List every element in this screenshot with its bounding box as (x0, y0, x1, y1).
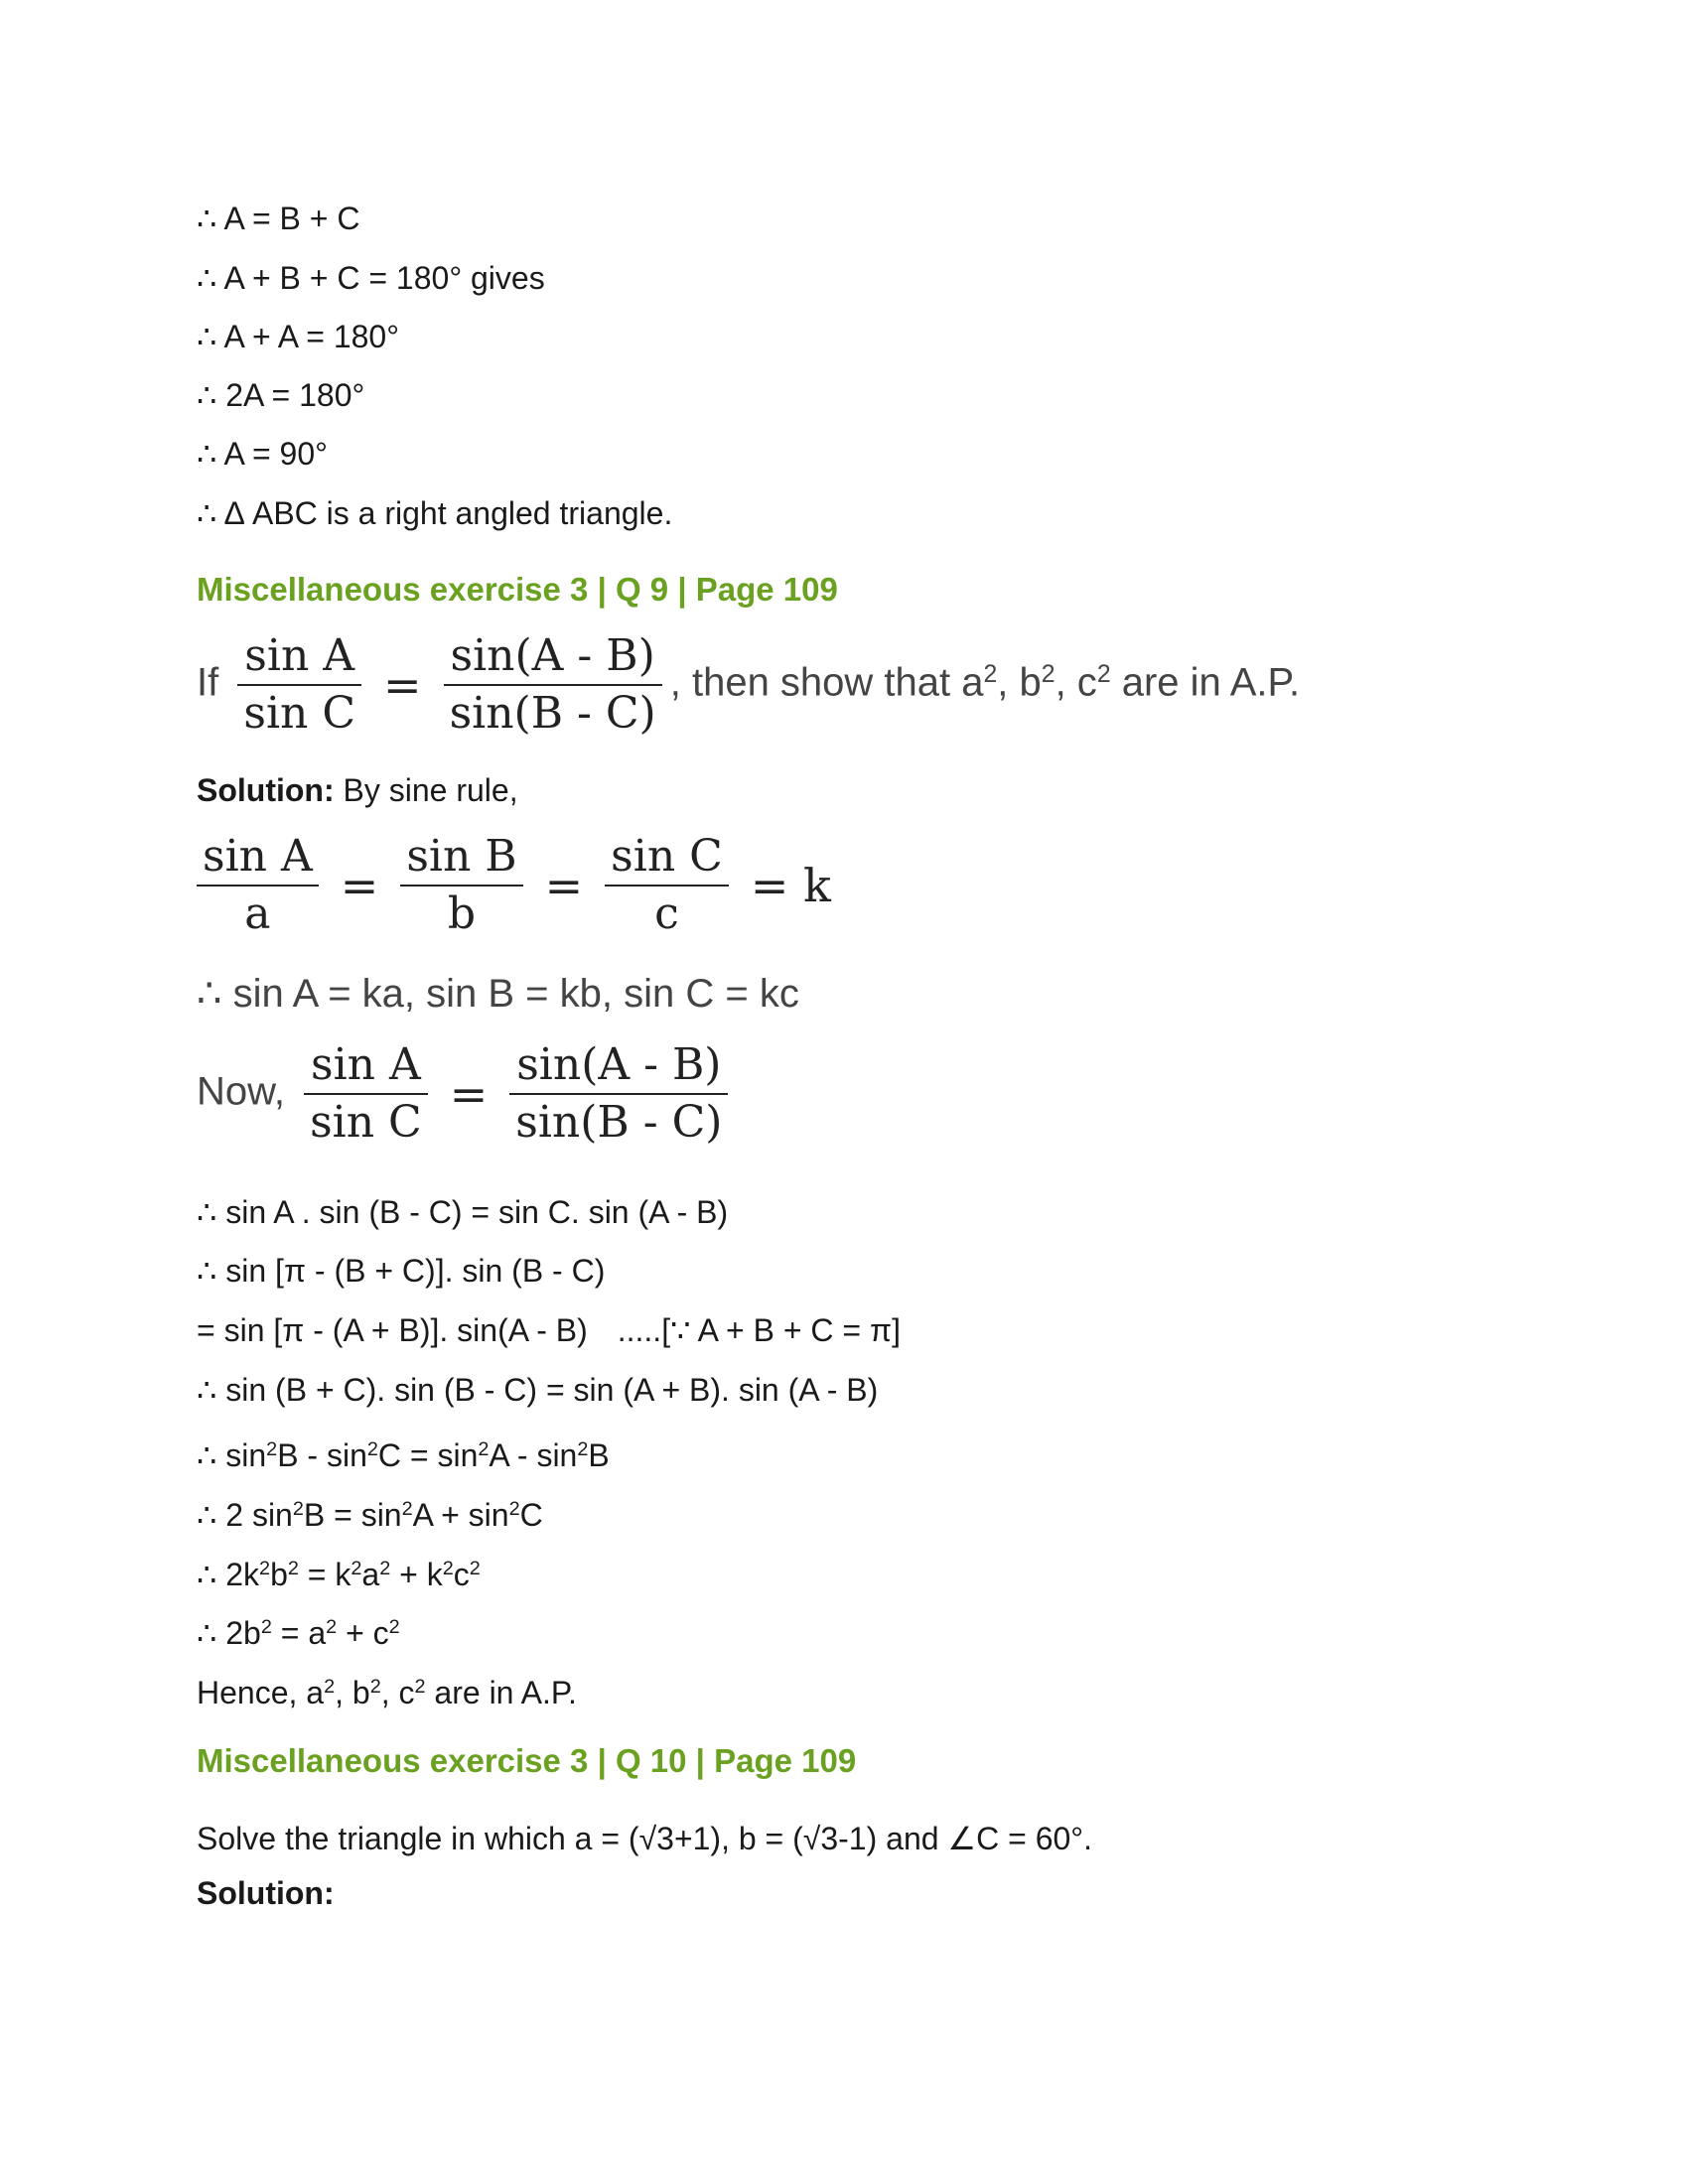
q9-question: If $\frac{\text{sin A}}{\text{sin C}}$ = $\frac{\sin(A - B)}{\sin(B - C)}$ , then show that $a^2$, $b^2$, $c^2$ are in A.P. (197, 628, 1300, 742)
equals-sign: = (544, 859, 584, 912)
derivation-line: ∴ A = 90° (197, 436, 328, 472)
equals-sign: = (449, 1067, 489, 1121)
sine-rule-fraction-c: $\frac{\text{sin C}}{c}$ (605, 829, 729, 942)
q9-if: If (197, 660, 219, 705)
now-equation (197, 1037, 736, 1151)
derivation-line: ∴ A + B + C = 180° gives (197, 260, 545, 296)
derivation-line: ∴ Δ ABC is a right angled triangle. (197, 495, 673, 531)
derivation-line: ∴ 2A = 180° (197, 377, 365, 413)
q9-fraction-left: $\frac{\text{sin A}}{\text{sin C}}$ (237, 628, 361, 742)
equals-sign: = (340, 859, 379, 912)
sine-rule-equation (197, 829, 845, 942)
sine-rule-fraction-b: $\frac{\text{sin B}}{b}$ (400, 829, 522, 942)
solution-label: Solution: (197, 772, 335, 808)
solution-label: Solution: (197, 1875, 335, 1911)
q10-solution-line (197, 1873, 335, 1913)
q9-fraction-right: $\frac{\sin(A - B)}{\sin(B - C)}$ (444, 628, 662, 742)
derivation-line: ∴ A + A = 180° (197, 319, 399, 354)
q10-question: Solve the triangle in which a = (√3+1), b = (√3-1) and ∠C = 60°. (197, 1821, 1092, 1856)
step-line: ∴ $2k^2b^2 = k^2a^2 + k^2c^2$ (197, 1556, 481, 1592)
step-line: ∴ sin A . sin (B - C) = sin C. sin (A - B) (197, 1194, 729, 1230)
now-fraction-right: $\frac{\sin(A - B)}{\sin(B - C)}$ (509, 1037, 728, 1151)
now-label: Now, (197, 1069, 285, 1114)
q9-heading: Miscellaneous exercise 3 | Q 9 | Page 109 (197, 571, 838, 608)
step-line: ∴ sin (B + C). sin (B - C) = sin (A + B). sin (A - B) (197, 1372, 879, 1408)
equals-k: = k (750, 859, 831, 912)
q10-heading: Miscellaneous exercise 3 | Q 10 | Page 109 (197, 1742, 857, 1779)
derivation-line: ∴ A = B + C (197, 201, 360, 236)
conclusion-line: Hence, $a^2$, $b^2$, $c^2$ are in A.P. (197, 1674, 577, 1710)
step-line: ∴ $\sin^2B - \sin^2C = \sin^2A - \sin^2B$ (197, 1436, 610, 1473)
step-line: ∴ 2 $\sin^2B = \sin^2A + \sin^2C$ (197, 1496, 543, 1533)
step-line: = sin [π - (A + B)]. sin(A - B) .....[∵ A + B + C = π] (197, 1312, 901, 1348)
therefore-line: ∴ sin A = ka, sin B = kb, sin C = kc (197, 972, 799, 1016)
now-fraction-left: $\frac{\text{sin A}}{\text{sin C}}$ (304, 1037, 428, 1151)
equals-sign: = (383, 658, 422, 712)
step-line: ∴ sin [π - (B + C)]. sin (B - C) (197, 1253, 606, 1289)
sine-rule-fraction-a: $\frac{\text{sin A}}{a}$ (197, 829, 319, 942)
q9-solution-line: Solution: By sine rule, (197, 772, 518, 808)
step-line: ∴ $2b^2 = a^2 + c^2$ (197, 1614, 400, 1651)
